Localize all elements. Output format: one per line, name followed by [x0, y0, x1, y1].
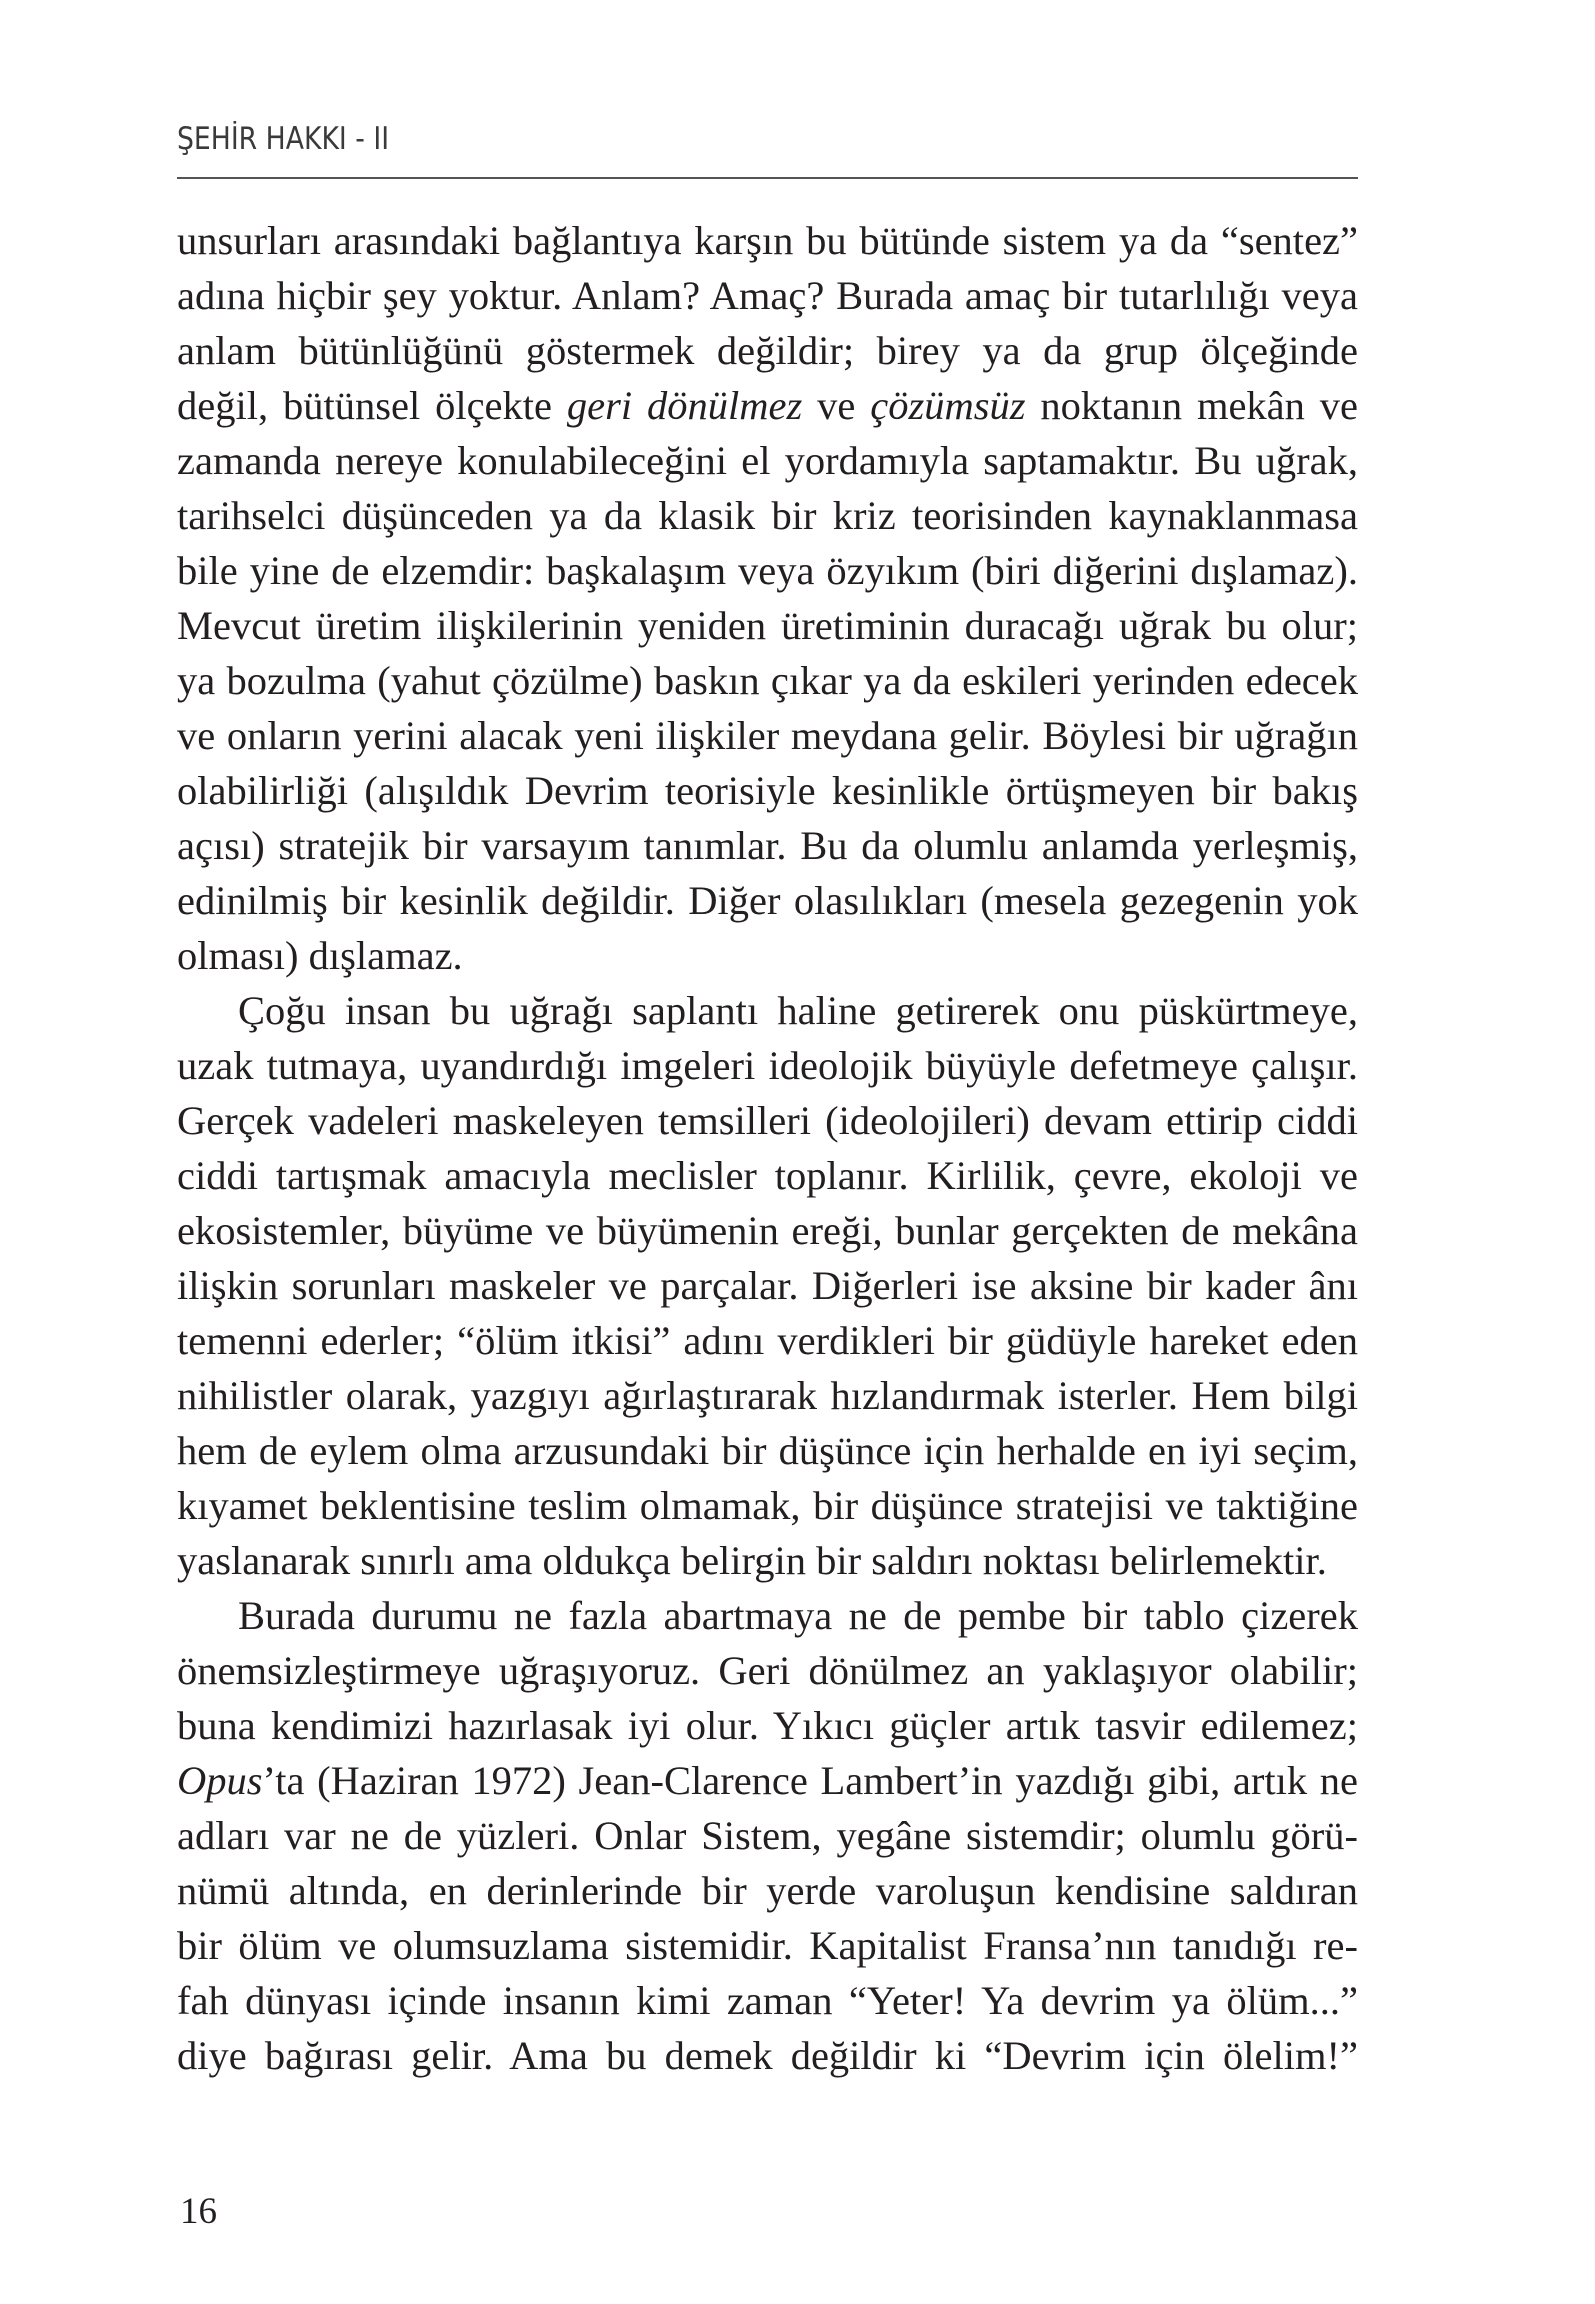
text-line: [177, 1313, 1358, 1368]
text-run: nihilistler olarak, yazgıyı ağırlaştırarak hızlandırmak isterler. Hem bilgi: [177, 1373, 1358, 1418]
text-run: önemsizleştirmeye uğraşıyoruz. Geri dönülmez an yaklaşıyor olabilir;: [177, 1648, 1358, 1693]
text-line: [177, 1588, 1358, 1643]
text-run: değil, bütünsel ölçekte: [177, 383, 567, 428]
text-run: bir ölüm ve olumsuzlama sistemidir. Kapitalist Fransa’nın tanıdığı re-: [177, 1923, 1358, 1968]
text-run: unsurları arasındaki bağlantıya karşın bu bütünde sistem ya da “sentez”: [177, 218, 1358, 263]
text-run: noktanın mekân ve: [1025, 383, 1358, 428]
text-run: ’ta (Haziran 1972) Jean-Clarence Lambert’in yazdığı gibi, artık ne: [262, 1758, 1358, 1803]
text-run: fah dünyası içinde insanın kimi zaman “Yeter! Ya devrim ya ölüm...”: [177, 1978, 1358, 2023]
text-line: [177, 213, 1358, 268]
text-line: [177, 1863, 1358, 1918]
text-run: açısı) stratejik bir varsayım tanımlar. Bu da olumlu anlamda yerleşmiş,: [177, 823, 1358, 868]
text-run: ekosistemler, büyüme ve büyümenin ereği, bunlar gerçekten de mekâna: [177, 1208, 1358, 1253]
text-line: [177, 378, 1358, 433]
text-run: bile yine de elzemdir: başkalaşım veya özyıkım (biri diğerini dışlamaz).: [177, 548, 1358, 593]
text-run: ve onların yerini alacak yeni ilişkiler meydana gelir. Böylesi bir uğrağın: [177, 713, 1358, 758]
italic-text: Opus: [177, 1758, 263, 1803]
text-line: [177, 928, 1358, 983]
text-line: [177, 1038, 1358, 1093]
text-run: uzak tutmaya, uyandırdığı imgeleri ideolojik büyüyle defetmeye çalışır.: [177, 1043, 1358, 1088]
text-run: olabilirliği (alışıldık Devrim teorisiyle kesinlikle örtüşmeyen bir bakış: [177, 768, 1358, 813]
text-line: [177, 763, 1358, 818]
text-run: ya bozulma (yahut çözülme) baskın çıkar ya da eskileri yerinden edecek: [177, 658, 1358, 703]
text-line: [177, 708, 1358, 763]
text-line: [177, 1203, 1358, 1258]
text-run: adları var ne de yüzleri. Onlar Sistem, yegâne sistemdir; olumlu görü-: [177, 1813, 1358, 1858]
paragraph: [177, 983, 1358, 1588]
italic-text: geri dönülmez: [566, 383, 803, 428]
text-run: diye bağırası gelir. Ama bu demek değildir ki “Devrim için ölelim!”: [177, 2033, 1358, 2078]
text-run: olması) dışlamaz.: [177, 933, 463, 978]
text-line: [177, 433, 1358, 488]
text-line: [177, 818, 1358, 873]
text-run: ilişkin sorunları maskeler ve parçalar. Diğerleri ise aksine bir kader ânı: [177, 1263, 1358, 1308]
text-run: edinilmiş bir kesinlik değildir. Diğer olasılıkları (mesela gezegenin yok: [177, 878, 1358, 923]
page-number: 16: [180, 2191, 217, 2232]
text-line: [177, 1258, 1358, 1313]
text-line: [177, 1698, 1358, 1753]
text-line: [177, 543, 1358, 598]
text-line: [177, 323, 1358, 378]
text-run: temenni ederler; “ölüm itkisi” adını verdikleri bir güdüyle hareket eden: [177, 1318, 1358, 1363]
text-line: [177, 1643, 1358, 1698]
text-line: [177, 1973, 1358, 2028]
text-line: [177, 2028, 1358, 2083]
text-run: ciddi tartışmak amacıyla meclisler toplanır. Kirlilik, çevre, ekoloji ve: [177, 1153, 1358, 1198]
text-run: hem de eylem olma arzusundaki bir düşünce için herhalde en iyi seçim,: [177, 1428, 1358, 1473]
text-run: buna kendimizi hazırlasak iyi olur. Yıkıcı güçler artık tasvir edilemez;: [177, 1703, 1358, 1748]
text-line: [177, 1423, 1358, 1478]
text-line: [177, 1368, 1358, 1423]
running-head: ŞEHİR HAKKI - II: [177, 121, 390, 157]
text-line: [177, 1478, 1358, 1533]
text-run: Burada durumu ne fazla abartmaya ne de pembe bir tablo çizerek: [238, 1593, 1358, 1638]
text-run: Çoğu insan bu uğrağı saplantı haline getirerek onu püskürtmeye,: [238, 988, 1358, 1033]
text-line: [177, 653, 1358, 708]
paragraph: [177, 213, 1358, 983]
text-run: kıyamet beklentisine teslim olmamak, bir düşünce stratejisi ve taktiğine: [177, 1483, 1358, 1528]
text-line: [177, 1918, 1358, 1973]
text-line: [177, 1533, 1358, 1588]
text-run: adına hiçbir şey yoktur. Anlam? Amaç? Burada amaç bir tutarlılığı veya: [177, 273, 1358, 318]
text-run: ve: [802, 383, 871, 428]
italic-text: çözümsüz: [870, 383, 1026, 428]
text-run: anlam bütünlüğünü göstermek değildir; birey ya da grup ölçeğinde: [177, 328, 1358, 373]
text-line: [177, 1808, 1358, 1863]
text-run: zamanda nereye konulabileceğini el yordamıyla saptamaktır. Bu uğrak,: [177, 438, 1358, 483]
text-line: [177, 1093, 1358, 1148]
text-run: nümü altında, en derinlerinde bir yerde varoluşun kendisine saldıran: [177, 1868, 1358, 1913]
text-line: [177, 983, 1358, 1038]
paragraph: [177, 1588, 1358, 2083]
text-line: [177, 268, 1358, 323]
header-rule: [177, 177, 1358, 179]
text-run: Gerçek vadeleri maskeleyen temsilleri (ideolojileri) devam ettirip ciddi: [177, 1098, 1358, 1143]
text-line: [177, 598, 1358, 653]
text-line: [177, 1753, 1358, 1808]
text-line: [177, 488, 1358, 543]
text-line: [177, 1148, 1358, 1203]
text-line: [177, 873, 1358, 928]
text-run: Mevcut üretim ilişkilerinin yeniden üretiminin duracağı uğrak bu olur;: [177, 603, 1358, 648]
text-run: yaslanarak sınırlı ama oldukça belirgin bir saldırı noktası belirlemektir.: [177, 1538, 1327, 1583]
text-run: tarihselci düşünceden ya da klasik bir kriz teorisinden kaynaklanmasa: [177, 493, 1358, 538]
body-text: [177, 213, 1358, 2083]
